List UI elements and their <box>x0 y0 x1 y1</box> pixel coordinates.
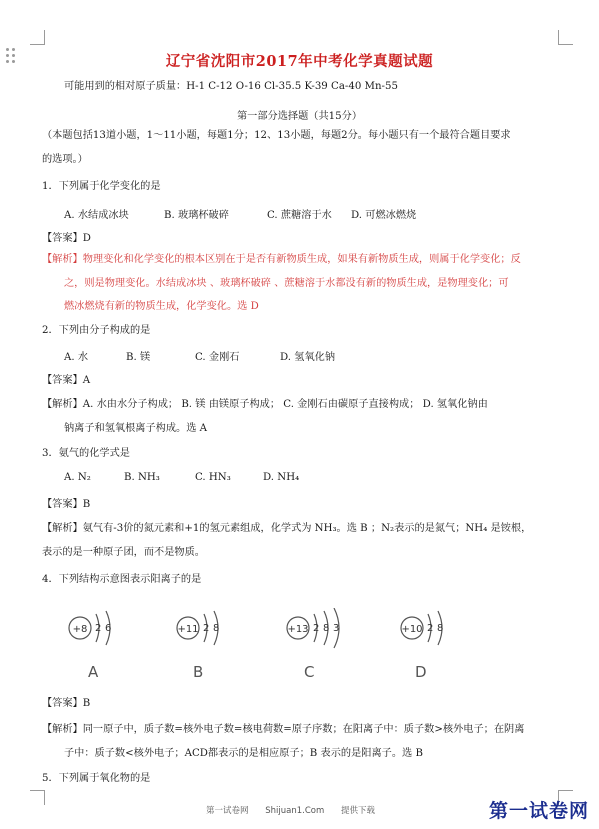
option-b: B. 镁 <box>126 352 151 363</box>
nucleus-charge: +11 <box>177 624 199 635</box>
page-footer <box>206 804 389 816</box>
question-4-analysis-2: 子中：质子数<核外电子；ACD都表示的是相应原子；B 表示的是阳离子。选 B <box>64 748 423 759</box>
question-3-stem: 3．氨气的化学式是 <box>42 448 130 459</box>
document-title: 辽宁省沈阳市2017年中考化学真题试题 <box>165 53 434 70</box>
question-4-stem: 4．下列结构示意图表示阳离子的是 <box>42 574 202 585</box>
shell-2-count: 8 <box>323 623 330 634</box>
nucleus-charge: +10 <box>401 624 423 635</box>
question-1-analysis-1: 【解析】物理变化和化学变化的根本区别在于是否有新物质生成，如果有新物质生成，则属于化学变化；反 <box>42 254 521 265</box>
question-4-answer: 【答案】B <box>42 698 91 709</box>
crop-mark-top-left <box>30 30 45 45</box>
crop-mark-bottom-left <box>30 790 45 805</box>
brand-logo: 第一试卷网 <box>488 800 589 822</box>
footer-site-name: 第一试卷网 <box>206 806 249 816</box>
atom-diagram-a <box>66 608 136 654</box>
question-3-analysis-1: 【解析】氨气有-3价的氮元素和+1的氢元素组成，化学式为 NH₃。选 B ；N₂表示的是氮气；NH₄ 是铵根， <box>42 523 532 534</box>
intro-line-1: （本题包括13道小题，1～11小题，每题1分；12、13小题，每题2分。每小题只有一个最符合题目要求 <box>42 130 511 141</box>
option-d: D. NH₄ <box>263 472 300 483</box>
option-b: B. NH₃ <box>124 472 160 483</box>
option-a: A. 水结成冰块 <box>64 210 129 221</box>
shell-1-count: 2 <box>95 623 102 634</box>
atom-diagram-b <box>174 608 244 654</box>
atom-diagram-d <box>398 608 468 654</box>
shell-2-count: 8 <box>213 623 220 634</box>
atomic-masses: 可能用到的相对原子质量：H-1 C-12 O-16 Cl-35.5 K-39 Ca-40 Mn-55 <box>64 81 398 92</box>
diagram-label-a: A <box>88 663 99 681</box>
option-c: C. 蔗糖溶于水 <box>267 210 332 221</box>
nucleus-charge: +13 <box>287 624 309 635</box>
part-heading: 第一部分选择题（共15分） <box>236 111 363 122</box>
question-4-analysis-1: 【解析】同一原子中，质子数=核外电子数=核电荷数=原子序数；在阳离子中：质子数>核外电子；在阴离 <box>42 724 525 735</box>
question-3-answer: 【答案】B <box>42 499 91 510</box>
option-c: C. HN₃ <box>195 472 231 483</box>
crop-mark-top-right <box>558 30 573 45</box>
question-3-analysis-2: 表示的是一种原子团，而不是物质。 <box>42 547 205 558</box>
option-a: A. 水 <box>64 352 89 363</box>
option-a: A. N₂ <box>64 472 91 483</box>
intro-line-2: 的选项。） <box>42 154 88 165</box>
atom-diagram-c <box>284 608 364 654</box>
footer-download-text: 提供下载 <box>340 806 375 816</box>
diagram-label-b: B <box>193 663 204 681</box>
diagram-label-d: D <box>415 663 427 681</box>
option-b: B. 玻璃杯破碎 <box>164 210 229 221</box>
footer-site-url[interactable]: Shijuan1.Com <box>265 806 325 816</box>
question-2-analysis-1: 【解析】A. 水由水分子构成； B. 镁 由镁原子构成； C. 金刚石由碳原子直接构成； D. 氢氧化钠由 <box>42 399 488 410</box>
shell-2-count: 8 <box>437 623 444 634</box>
option-d: D. 氢氧化钠 <box>280 352 336 363</box>
shell-1-count: 2 <box>313 623 320 634</box>
nucleus-charge: +8 <box>72 624 88 635</box>
shell-1-count: 2 <box>203 623 210 634</box>
shell-3-count: 3 <box>333 623 340 634</box>
option-d: D. 可燃冰燃烧 <box>351 210 417 221</box>
question-5-stem: 5．下列属于氧化物的是 <box>42 773 151 784</box>
diagram-label-c: C <box>304 663 315 681</box>
shell-1-count: 2 <box>427 623 434 634</box>
question-1-analysis-2: 之，则是物理变化。水结成冰块 、玻璃杯破碎 、蔗糖溶于水都没有新的物质生成，是物理变化；可 <box>64 278 509 289</box>
question-1-analysis-3: 燃冰燃烧有新的物质生成，化学变化。选 D <box>64 301 259 312</box>
question-2-analysis-2: 钠离子和氢氧根离子构成。选 A <box>64 423 208 434</box>
option-c: C. 金刚石 <box>195 352 240 363</box>
shell-2-count: 6 <box>105 623 112 634</box>
question-1-answer: 【答案】D <box>42 233 91 244</box>
question-2-stem: 2．下列由分子构成的是 <box>42 325 151 336</box>
question-1-stem: 1．下列属于化学变化的是 <box>42 181 161 192</box>
question-2-answer: 【答案】A <box>42 375 91 386</box>
